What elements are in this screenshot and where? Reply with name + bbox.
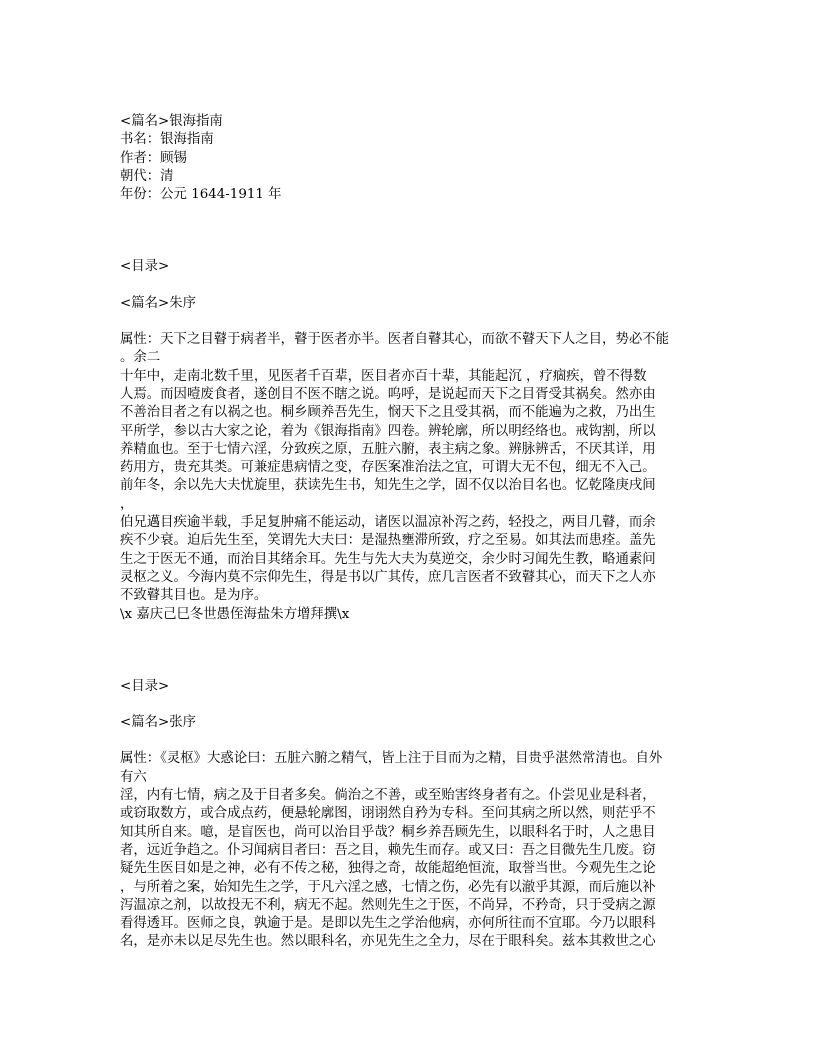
text-line: 淫，内有七情，病之及于目者多矣。倘治之不善，或至贻害终身者有之。仆尝见业是科者，: [120, 788, 656, 804]
year-range: 年份：公元 1644-1911 年: [120, 187, 282, 203]
text-line: 有六: [120, 769, 147, 785]
text-line: 疾不少衰。迫后先生至，笑谓先大夫曰：是湿热壅滞所致，疗之至易。如其法而患痊。盖先: [120, 533, 656, 549]
section-title: <篇名>朱序: [120, 295, 197, 311]
text-line: 养精血也。至于七情六淫，分致疾之原，五脏六腑，表主病之象。辨脉辨舌，不厌其详，用: [120, 441, 656, 457]
text-line: ，: [120, 496, 134, 512]
text-line: 知其所自来。噫，是盲医也，尚可以治目乎哉？桐乡养吾顾先生，以眼科名于时，人之患目: [120, 824, 656, 840]
toc-marker: <目录>: [120, 678, 170, 694]
book-name: 书名：银海指南: [120, 132, 214, 148]
text-line: \x 嘉庆己巳冬世愚侄海盐朱方增拜撰\x: [120, 606, 350, 622]
text-line: 平所学，参以古大家之论，着为《银海指南》四卷。辨轮廓，所以明经络也。戒钩割，所以: [120, 423, 656, 439]
text-line: 属性：《灵枢》大惑论曰：五脏六腑之精气，皆上注于目而为之精，目贵乎湛然常清也。自外: [120, 751, 663, 767]
text-line: 。余二: [120, 350, 161, 366]
text-line: 名，是亦未以足尽先生也。然以眼科名，亦见先生之全力，尽在于眼科矣。兹本其救世之心: [120, 934, 656, 950]
section-body: [120, 331, 704, 624]
section-title: <篇名>张序: [120, 715, 197, 731]
toc-marker: <目录>: [120, 259, 170, 275]
text-line: 看得透耳。医师之良，孰逾于是。是即以先生之学治他病，亦何所往而不宜耶。今乃以眼科: [120, 916, 656, 932]
text-line: 人焉。而因噎废食者，遂创目不医不瞎之说。呜呼，是说起而天下之目胥受其祸矣。然亦由: [120, 386, 656, 402]
author: 作者：顾锡: [120, 150, 187, 166]
document-page: [120, 113, 704, 952]
text-line: 灵枢之义。今海内莫不宗仰先生，得是书以广其传，庶几言医者不致瞽其心，而天下之人亦: [120, 569, 656, 585]
text-line: 属性：天下之目瞽于病者半，瞽于医者亦半。医者自瞽其心，而欲不瞽天下人之目，势必不能: [120, 332, 670, 348]
text-line: 不善治目者之有以祸之也。桐乡顾养吾先生，悯天下之且受其祸，而不能遍为之救，乃出生: [120, 405, 656, 421]
text-line: 者，远近争趋之。仆习闻病目者曰：吾之目，赖先生而存。或又曰：吾之目微先生几废。窃: [120, 842, 656, 858]
section-body: [120, 750, 704, 951]
text-line: 伯兄邁目疾逾半载，手足复肿痛不能运动，诸医以温凉补泻之药，轻投之，两目几瞽，而余: [120, 515, 656, 531]
text-line: 十年中，走南北数千里，见医者千百辈，医目者亦百十辈，其能起沉 ，疗痼疾，曾不得数: [120, 368, 647, 384]
text-line: 药用方，贵充其类。可兼症患病情之变，存医案准治法之宜，可谓大无不包，细无不入己。: [120, 460, 656, 476]
text-line: 疑先生医目如是之神，必有不传之秘，独得之奇，故能超绝恒流，取誉当世。今观先生之论: [120, 861, 656, 877]
text-line: 前年冬，余以先大夫忧旋里，获读先生书，知先生之学，固不仅以治目名也。忆乾隆庚戌间: [120, 478, 656, 494]
text-line: ，与所着之案，始知先生之学，于凡六淫之感，七情之伤，必先有以澈乎其源，而后施以补: [120, 879, 656, 895]
article-title: <篇名>银海指南: [120, 114, 223, 129]
text-line: 不致瞽其目也。是为序。: [120, 588, 268, 604]
text-line: 或窃取数方，或合成点药，便悬轮廓图，诩诩然自矜为专科。至问其病之所以然，则茫乎不: [120, 806, 656, 822]
dynasty: 朝代：清: [120, 168, 174, 184]
text-line: 泻温凉之剂，以故投无不利，病无不起。然则先生之于医，不尚异，不矜奇，只于受病之源: [120, 897, 656, 913]
text-line: 生之于医无不通，而治目其绪余耳。先生与先大夫为莫逆交，余少时习闻先生教，略通素问: [120, 551, 656, 567]
